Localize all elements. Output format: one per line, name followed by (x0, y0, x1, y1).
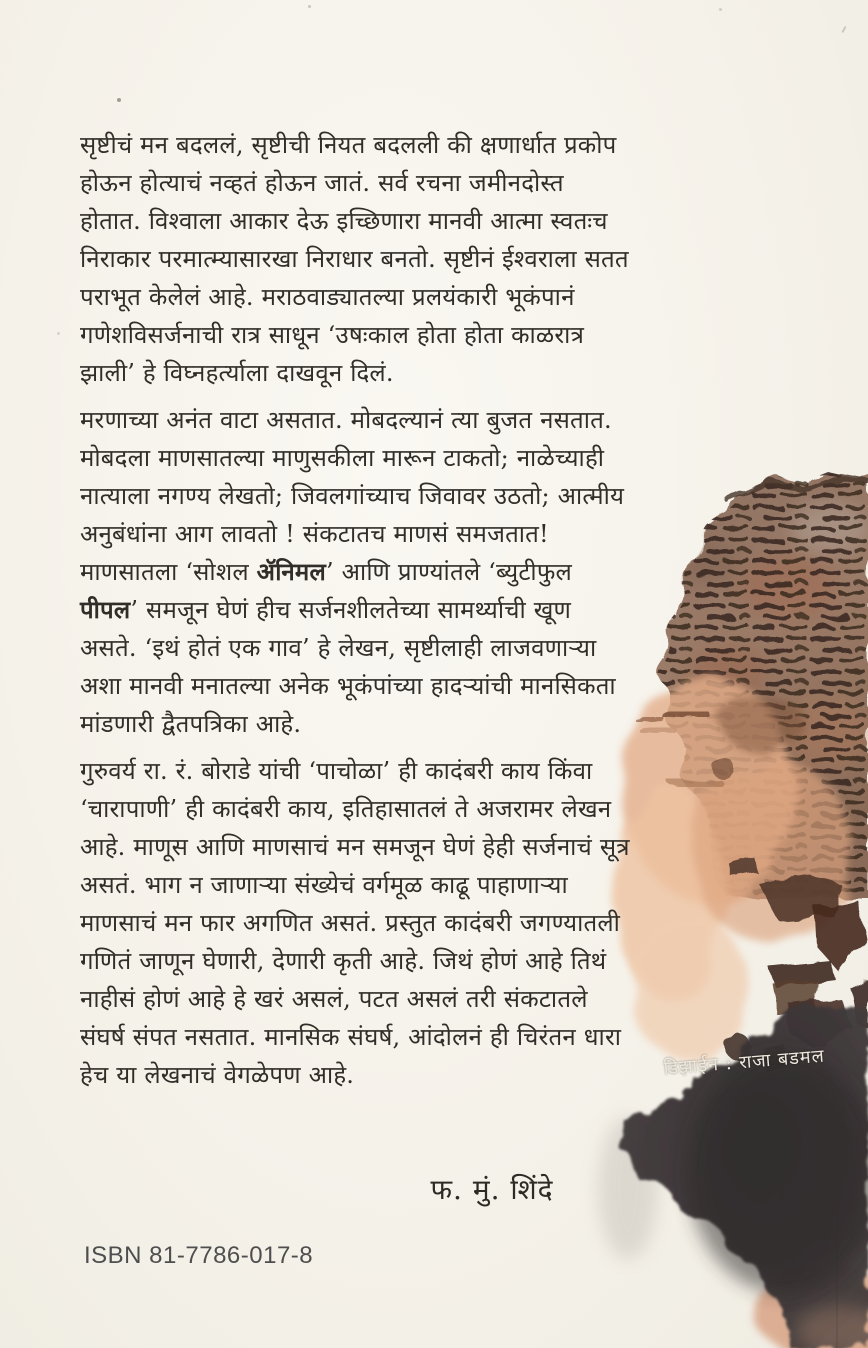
paper-speck (57, 332, 60, 335)
scan-crease (836, 1140, 838, 1348)
isbn: ISBN 81-7786-017-8 (84, 1242, 314, 1269)
author-name: फ. मुं. शिंदे (430, 1173, 554, 1206)
blurb-paragraph (80, 752, 630, 1094)
blurb-run: ’ समजून घेणं हीच सर्जनशीलतेच्या सामर्थ्याची खूण असते. ‘इथं होतं एक गाव’ हे लेखन, सृष्टीलाही लाजवणाऱ्या अशा मानवी मनातल्या अनेक भूकंपांच्या हादऱ्यांची मानसिकता मांडणारी द्वैतपत्रिका आहे. (80, 596, 616, 738)
paper-speck (719, 8, 722, 11)
paper-speck (308, 5, 311, 8)
blurb-bold-run: ॲनिमल (256, 557, 326, 586)
blurb-run: मरणाच्या अनंत वाटा असतात. मोबदल्यानं त्या बुजत नसतात. मोबदला माणसातल्या माणुसकीला मारून टाकतो; नाळेच्याही नात्याला नगण्य लेखतो; जिवलगांच्याच जिवावर उठतो; आत्मीय अनुबंधांना आग लावतो ! संकटातच माणसं समजतात! माणसातला ‘सोशल (80, 406, 625, 586)
blurb-run: ’ आणि प्राण्यांतले ‘ब्युटीफुल (325, 558, 573, 586)
blurb-bold-run: पीपल (80, 595, 131, 624)
paper-speck (841, 26, 846, 33)
blurb (80, 126, 630, 1103)
blurb-paragraph (80, 126, 630, 392)
blurb-paragraph (80, 401, 630, 743)
blurb-run: गुरुवर्य रा. रं. बोराडे यांची ‘पाचोळा’ ही कादंबरी काय किंवा ‘चारापाणी’ ही कादंबरी काय, इतिहासातलं ते अजरामर लेखन आहे. माणूस आणि माणसाचं मन समजून घेणं हेही सर्जनाचं सूत्र असतं. भाग न जाणाऱ्या संख्येचं वर्गमूळ काढू पाहाणाऱ्या माणसाचं मन फार अगणित असतं. प्रस्तुत कादंबरी जगण्यातली गणितं जाणून घेणारी, देणारी कृती आहे. जिथं होणं आहे तिथं नाहीसं होणं आहे हे खरं असलं, पटत असलं तरी संकटातले संघर्ष संपत नसतात. मानसिक संघर्ष, आंदोलनं ही चिरंतन धारा हेच या लेखनाचं वेगळेपण आहे. (80, 757, 630, 1089)
paper-speck (117, 98, 121, 102)
blurb-run: सृष्टीचं मन बदललं, सृष्टीची नियत बदलली की क्षणार्धात प्रकोप होऊन होत्याचं नव्हतं होऊन जातं. सर्व रचना जमीनदोस्त होतात. विश्वाला आकार देऊ इच्छिणारा मानवी आत्मा स्वतःच निराकार परमात्म्यासारखा निराधार बनतो. सृष्टीनं ईश्वराला सतत पराभूत केलेलं आहे. मराठवाड्यातल्या प्रलयंकारी भूकंपानं गणेशविसर्जनाची रात्र साधून ‘उषःकाल होता होता काळरात्र झाली’ हे विघ्नहर्त्याला दाखवून दिलं. (80, 131, 629, 387)
design-credit: डिझाईन : राजा बडमल (662, 1045, 826, 1080)
